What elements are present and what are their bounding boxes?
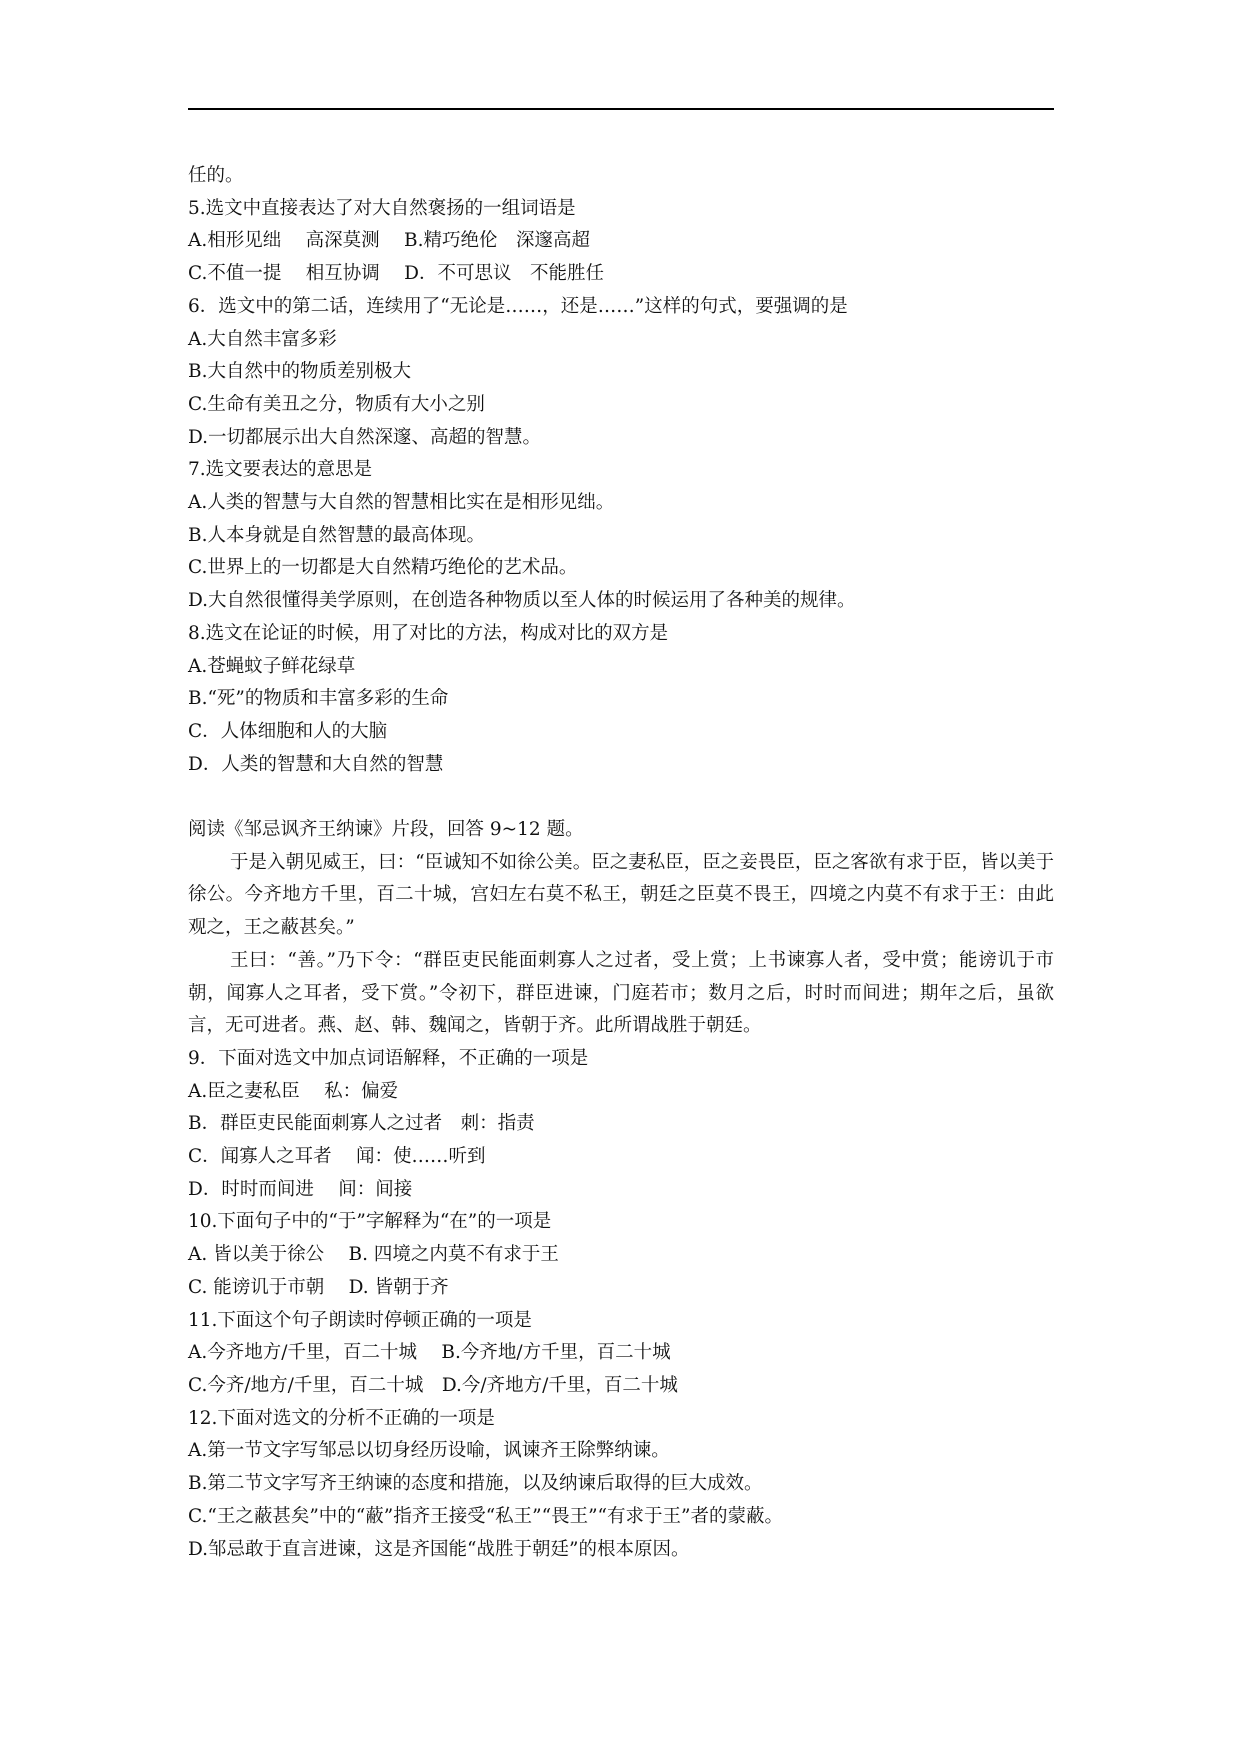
header-rule: [188, 108, 1054, 110]
question-8: 8.选文在论证的时候，用了对比的方法，构成对比的双方是: [188, 622, 669, 644]
section-intro: 阅读《邹忌讽齐王纳谏》片段，回答 9~12 题。: [188, 819, 584, 841]
option-c: C.“王之蔽甚矣”中的“蔽”指齐王接受“私王”“畏王”“有求于王”者的蒙蔽。: [188, 1505, 783, 1527]
option-c: C.生命有美丑之分，物质有大小之别: [188, 393, 485, 415]
option-a: A.大自然丰富多彩: [188, 328, 337, 350]
document-body: [188, 160, 1054, 1566]
option-c: C.世界上的一切都是大自然精巧绝伦的艺术品。: [188, 557, 578, 579]
option-d: D．时时而间进 间：间接: [188, 1178, 413, 1200]
option-a: A.人类的智慧与大自然的智慧相比实在是相形见绌。: [188, 492, 615, 514]
option-c: C．闻寡人之耳者 闻：使……听到: [188, 1146, 486, 1168]
option-line: C.今齐/地方/千里，百二十城 D.今/齐地方/千里，百二十城: [188, 1375, 678, 1396]
option-b: B.大自然中的物质差别极大: [188, 361, 411, 383]
option-c: C．人体细胞和人的大脑: [188, 720, 388, 742]
option-d: D.一切都展示出大自然深邃、高超的智慧。: [188, 426, 542, 448]
passage-paragraph-2: 王曰：“善。”乃下令：“群臣吏民能面刺寡人之过者，受上赏；上书谏寡人者，受中赏；能谤讥于市朝，闻寡人之耳者，受下赏。”令初下，群臣进谏，门庭若市；数月之后，时时而间进；期年之后，虽欲言，无可进者。燕、赵、韩、魏闻之，皆朝于齐。此所谓战胜于朝廷。: [188, 949, 1054, 1037]
option-a: A.苍蝇蚊子鲜花绿草: [188, 655, 356, 677]
question-10: 10.下面句子中的“于”字解释为“在”的一项是: [188, 1211, 552, 1233]
option-line: C. 能谤讥于市朝 D. 皆朝于齐: [188, 1276, 449, 1298]
option-d: D.大自然很懂得美学原则，在创造各种物质以至人体的时候运用了各种美的规律。: [188, 590, 856, 612]
question-12: 12.下面对选文的分析不正确的一项是: [188, 1407, 495, 1429]
option-b: B.人本身就是自然智慧的最高体现。: [188, 524, 485, 546]
option-b: B.“死”的物质和丰富多彩的生命: [188, 688, 449, 710]
question-11: 11.下面这个句子朗读时停顿正确的一项是: [188, 1309, 532, 1331]
option-a: A.第一节文字写邹忌以切身经历设喻，讽谏齐王除弊纳谏。: [188, 1440, 670, 1462]
option-line: A. 皆以美于徐公 B. 四境之内莫不有求于王: [188, 1244, 559, 1266]
option-d: D.邹忌敢于直言进谏，这是齐国能“战胜于朝廷”的根本原因。: [188, 1538, 690, 1560]
option-b: B．群臣吏民能面刺寡人之过者 刺：指责: [188, 1113, 535, 1135]
option-line: A.相形见绌 高深莫测 B.精巧绝伦 深邃高超: [188, 230, 590, 252]
passage-paragraph-1: 于是入朝见威王，曰：“臣诚知不如徐公美。臣之妻私臣，臣之妾畏臣，臣之客欲有求于臣，皆以美于徐公。今齐地方千里，百二十城，宫妇左右莫不私王，朝廷之臣莫不畏王，四境之内莫不有求于王：由此观之，王之蔽甚矣。”: [188, 851, 1054, 939]
option-b: B.第二节文字写齐王纳谏的态度和措施，以及纳谏后取得的巨大成效。: [188, 1473, 763, 1495]
question-5: 5.选文中直接表达了对大自然褒扬的一组词语是: [188, 197, 576, 219]
option-line: A.今齐地方/千里，百二十城 B.今齐地/方千里，百二十城: [188, 1342, 671, 1364]
option-line: C.不值一提 相互协调 D．不可思议 不能胜任: [188, 263, 604, 285]
text-line: 任的。: [188, 165, 244, 186]
question-7: 7.选文要表达的意思是: [188, 459, 373, 481]
blank-line: [188, 781, 1054, 814]
question-9: 9．下面对选文中加点词语解释，不正确的一项是: [188, 1047, 589, 1069]
option-a: A.臣之妻私臣 私：偏爱: [188, 1080, 399, 1102]
option-d: D．人类的智慧和大自然的智慧: [188, 753, 444, 775]
question-6: 6．选文中的第二话，连续用了“无论是……，还是……”这样的句式，要强调的是: [188, 295, 848, 317]
